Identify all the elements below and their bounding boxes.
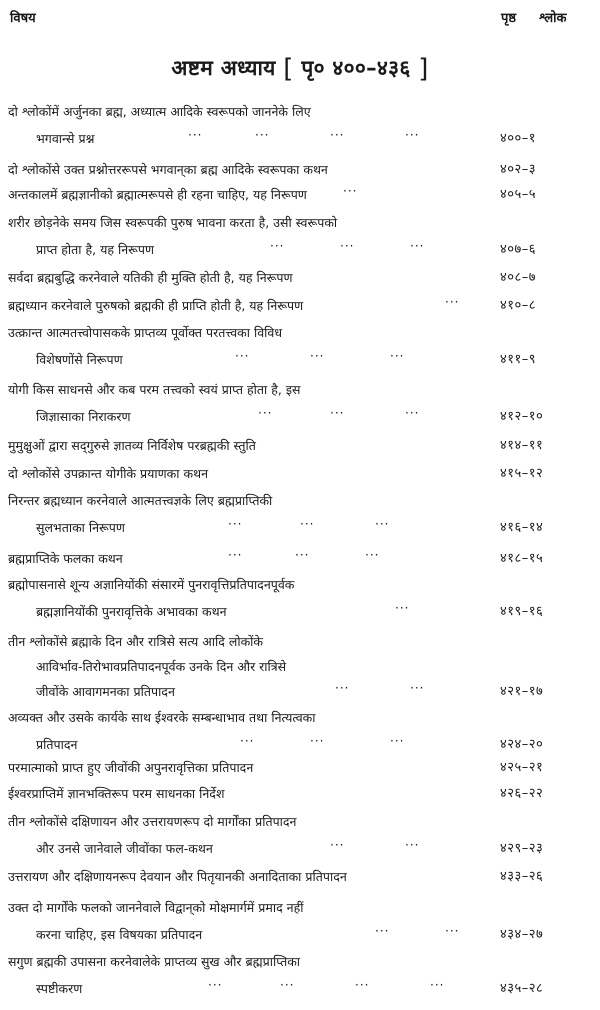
page-verse-ref: ४०५–५ — [500, 187, 537, 202]
contents-entry — [0, 780, 600, 806]
entry-text-continuation: आविर्भाव-तिरोभावप्रतिपादनपूर्वक उनके दिन और रात्रिसे — [36, 659, 287, 674]
page-verse-ref: ४१२–१० — [500, 409, 544, 424]
contents-entry — [0, 292, 600, 318]
leader-dots: ··· — [445, 295, 460, 309]
contents-entry — [0, 264, 600, 290]
entry-text: अव्यक्त और उसके कार्यके साथ ईश्वरके सम्बन्धाभाव तथा नित्यत्वका — [8, 710, 316, 725]
entry-text-continuation: भगवान्से प्रश्न — [36, 131, 95, 146]
contents-entry — [0, 894, 600, 946]
entry-text-continuation: जीवोंके आवागमनका प्रतिपादन — [36, 684, 175, 699]
entry-text: तीन श्लोकोंसे ब्रह्माके दिन और रात्रिसे सत्य आदि लोकोंके — [8, 634, 264, 649]
entry-text: सर्वदा ब्रह्मबुद्धि करनेवाले यतिकी ही मुक्ति होती है, यह निरूपण — [8, 270, 293, 285]
leader-dots: ··· — [343, 184, 358, 198]
contents-entry — [0, 432, 600, 458]
leader-dots: ··· — [188, 128, 203, 142]
entry-text-continuation: ब्रह्मज्ञानियोंकी पुनरावृत्तिके अभावका कथन — [36, 604, 227, 619]
leader-dots: ··· — [270, 239, 285, 253]
leader-dots: ··· — [310, 734, 325, 748]
leader-dots: ··· — [405, 838, 420, 852]
leader-dots: ··· — [410, 681, 425, 695]
leader-dots: ··· — [228, 548, 243, 562]
entry-text: तीन श्लोकोंसे दक्षिणायन और उत्तरायणरूप दो मार्गोंका प्रतिपादन — [8, 814, 297, 829]
entry-text-continuation: जिज्ञासाका निराकरण — [36, 409, 131, 424]
leader-dots: ··· — [280, 978, 295, 992]
page-verse-ref: ४१५–१२ — [500, 466, 544, 481]
entry-text: ब्रह्मध्यान करनेवाले पुरुषको ब्रह्मकी ही प्राप्ति होती है, यह निरूपण — [8, 298, 304, 313]
entry-text: शरीर छोड़नेके समय जिस स्वरूपकी पुरुष भावना करता है, उसी स्वरूपको — [8, 215, 338, 230]
entry-text: ब्रह्मोपासनासे शून्य अज्ञानियोंकी संसारमें पुनरावृत्तिप्रतिपादनपूर्वक — [8, 577, 295, 592]
entry-text: उक्त दो मार्गोंके फलको जाननेवाले विद्वान्‌को मोक्षमार्गमें प्रमाद नहीं — [8, 900, 304, 915]
bracket-open: [ — [283, 54, 294, 84]
page-verse-ref: ४०८–७ — [500, 270, 537, 285]
leader-dots: ··· — [310, 349, 325, 363]
leader-dots: ··· — [340, 239, 355, 253]
page-verse-ref: ४०७–६ — [500, 242, 537, 257]
page-verse-ref: ४१४–११ — [500, 438, 544, 453]
entry-text-continuation: सुलभताका निरूपण — [36, 520, 125, 535]
leader-dots: ··· — [445, 924, 460, 938]
entry-text: ईश्वरप्राप्तिमें ज्ञानभक्तिरूप परम साधनका निर्देश — [8, 786, 225, 801]
contents-entry — [0, 808, 600, 860]
entry-text: परमात्माको प्राप्त हुए जीवोंकी अपुनरावृत्तिका प्रतिपादन — [8, 760, 254, 775]
leader-dots: ··· — [330, 406, 345, 420]
page-verse-ref: ४००–१ — [500, 131, 537, 146]
page-verse-ref: ४२४–२० — [500, 737, 544, 752]
leader-dots: ··· — [330, 838, 345, 852]
leader-dots: ··· — [240, 734, 255, 748]
contents-entry — [0, 863, 600, 889]
entry-text: मुमुक्षुओं द्वारा सद्‌गुरुसे ज्ञातव्य निर्विशेष परब्रह्मकी स्तुति — [8, 438, 256, 453]
contents-entry — [0, 181, 600, 207]
contents-entry — [0, 487, 600, 539]
entry-text: सगुण ब्रह्मकी उपासना करनेवालेके प्राप्तव्य सुख और ब्रह्मप्राप्तिका — [8, 954, 301, 969]
leader-dots: ··· — [255, 128, 270, 142]
contents-entry — [0, 754, 600, 780]
leader-dots: ··· — [228, 517, 243, 531]
leader-dots: ··· — [208, 978, 223, 992]
entry-text: निरन्तर ब्रह्मध्यान करनेवाले आत्मतत्त्वज्ञके लिए ब्रह्मप्राप्तिकी — [8, 493, 273, 508]
entry-text-continuation: विशेषणोंसे निरूपण — [36, 352, 123, 367]
leader-dots: ··· — [410, 239, 425, 253]
entry-text: योगी किस साधनसे और कब परम तत्त्वको स्वयं प्राप्त होता है, इस — [8, 382, 301, 397]
contents-entry — [0, 704, 600, 756]
entry-text-continuation: स्पष्टीकरण — [36, 981, 83, 996]
entry-text: उत्क्रान्त आत्मतत्त्वोपासकके प्राप्तव्य पूर्वोक्त परतत्त्वका विविध — [8, 325, 283, 340]
contents-entry — [0, 98, 600, 150]
leader-dots: ··· — [295, 548, 310, 562]
leader-dots: ··· — [335, 681, 350, 695]
contents-entry — [0, 545, 600, 571]
leader-dots: ··· — [330, 128, 345, 142]
chapter-page-range: पृ० ४००–४३६ — [301, 56, 411, 80]
entry-text-continuation: और उनसे जानेवाले जीवोंका फल-कथन — [36, 841, 213, 856]
page-verse-ref: ४२५–२१ — [500, 760, 544, 775]
subject-column-header: विषय — [10, 11, 36, 26]
page-verse-ref: ४३३–२६ — [500, 869, 544, 884]
leader-dots: ··· — [430, 978, 445, 992]
contents-entry — [0, 376, 600, 428]
bracket-close: ] — [418, 54, 429, 84]
page-verse-ref: ४१८–१५ — [500, 551, 544, 566]
entry-text: ब्रह्मप्राप्तिके फलका कथन — [8, 551, 123, 566]
contents-entry — [0, 209, 600, 261]
leader-dots: ··· — [355, 978, 370, 992]
page-verse-ref: ४२९–२३ — [500, 841, 544, 856]
leader-dots: ··· — [300, 517, 315, 531]
leader-dots: ··· — [258, 406, 273, 420]
page-verse-ref: ४१९–१६ — [500, 604, 544, 619]
entry-text: दो श्लोकोंसे उपक्रान्त योगीके प्रयाणका कथन — [8, 466, 209, 481]
leader-dots: ··· — [375, 924, 390, 938]
leader-dots: ··· — [405, 406, 420, 420]
entry-text: दो श्लोकोंमें अर्जुनका ब्रह्म, अध्यात्म आदिके स्वरूपको जाननेके लिए — [8, 104, 311, 119]
entry-text: दो श्लोकोंसे उक्त प्रश्नोत्तररूपसे भगवान्‌का ब्रह्म आदिके स्वरूपका कथन — [8, 162, 328, 177]
page-verse-ref: ४११–९ — [500, 352, 537, 367]
contents-entry — [0, 460, 600, 486]
page-verse-ref: ४२१–१७ — [500, 684, 544, 699]
contents-entry — [0, 571, 600, 623]
leader-dots: ··· — [365, 548, 380, 562]
leader-dots: ··· — [390, 349, 405, 363]
page-verse-ref: ४०२–३ — [500, 162, 537, 177]
contents-entry — [0, 628, 600, 704]
contents-entry — [0, 319, 600, 371]
leader-dots: ··· — [375, 517, 390, 531]
leader-dots: ··· — [395, 601, 410, 615]
page-verse-ref: ४३५–२८ — [500, 981, 544, 996]
contents-entry — [0, 156, 600, 182]
page-verse-ref: ४१६–१४ — [500, 520, 544, 535]
leader-dots: ··· — [235, 349, 250, 363]
verse-column-header: श्लोक — [539, 11, 567, 26]
entry-text-continuation: प्रतिपादन — [36, 737, 78, 752]
page-verse-ref: ४१०–८ — [500, 298, 537, 313]
entry-text-continuation: प्राप्त होता है, यह निरूपण — [36, 242, 154, 257]
leader-dots: ··· — [390, 734, 405, 748]
chapter-title — [0, 54, 600, 84]
page-verse-ref: ४३४–२७ — [500, 927, 544, 942]
entry-text-continuation: करना चाहिए, इस विषयका प्रतिपादन — [36, 927, 203, 942]
page-verse-ref: ४२६–२२ — [500, 786, 544, 801]
page-column-header: पृष्ठ — [501, 11, 517, 26]
entry-text: अन्तकालमें ब्रह्मज्ञानीको ब्रह्मात्मरूपसे ही रहना चाहिए, यह निरूपण — [8, 187, 307, 202]
entry-text: उत्तरायण और दक्षिणायनरूप देवयान और पितृयानकी अनादिताका प्रतिपादन — [8, 869, 347, 884]
contents-entry — [0, 948, 600, 1000]
chapter-name: अष्टम अध्याय — [171, 56, 276, 80]
leader-dots: ··· — [405, 128, 420, 142]
